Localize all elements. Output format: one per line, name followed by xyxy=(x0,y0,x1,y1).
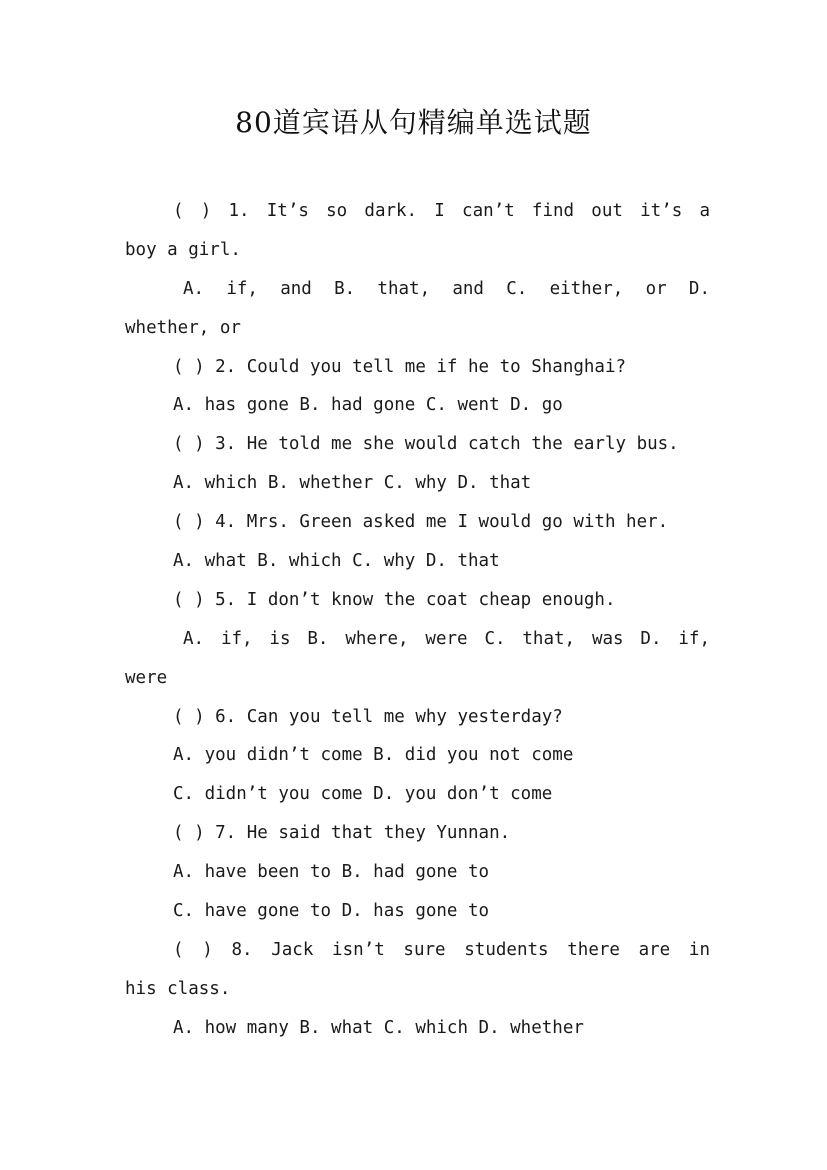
question-6: ( ) 6. Can you tell me why yesterday? xyxy=(173,706,563,727)
question-5: ( ) 5. I don’t know the coat cheap enough. xyxy=(173,589,616,610)
question-7: ( ) 7. He said that they Yunnan. xyxy=(173,823,511,844)
question-5-options-line-2: were xyxy=(125,667,168,688)
question-4: ( ) 4. Mrs. Green asked me I would go with her. xyxy=(173,512,669,533)
question-4-options: A. what B. which C. why D. that xyxy=(173,551,500,572)
document-title: 80道宾语从句精编单选试题 xyxy=(235,106,592,139)
question-6-options-line-2: C. didn’t you come D. you don’t come xyxy=(173,784,553,805)
question-3-options: A. which B. whether C. why D. that xyxy=(173,473,532,494)
question-body xyxy=(125,192,710,1048)
question-1-options-line-2: whether, or xyxy=(125,317,241,338)
question-1-options-line-1: A. if, and B. that, and C. either, or D. xyxy=(183,278,710,299)
question-2: ( ) 2. Could you tell me if he to Shanghai? xyxy=(173,356,627,377)
question-8-line-2: his class. xyxy=(125,978,231,999)
question-2-options: A. has gone B. had gone C. went D. go xyxy=(173,395,563,416)
question-8-line-1: ( ) 8. Jack isn’t sure students there are in xyxy=(173,939,710,960)
question-1-line-1: ( ) 1. It’s so dark. I can’t find out it’s a xyxy=(173,201,710,221)
question-1-line-2: boy a girl. xyxy=(125,239,241,260)
question-3: ( ) 3. He told me she would catch the early bus. xyxy=(173,434,679,455)
question-5-options-line-1: A. if, is B. where, were C. that, was D. if, xyxy=(183,628,710,649)
question-8-options: A. how many B. what C. which D. whether xyxy=(173,1017,584,1038)
question-7-options-line-2: C. have gone to D. has gone to xyxy=(173,901,490,922)
question-6-options-line-1: A. you didn’t come B. did you not come xyxy=(173,745,574,766)
question-7-options-line-1: A. have been to B. had gone to xyxy=(173,862,490,883)
